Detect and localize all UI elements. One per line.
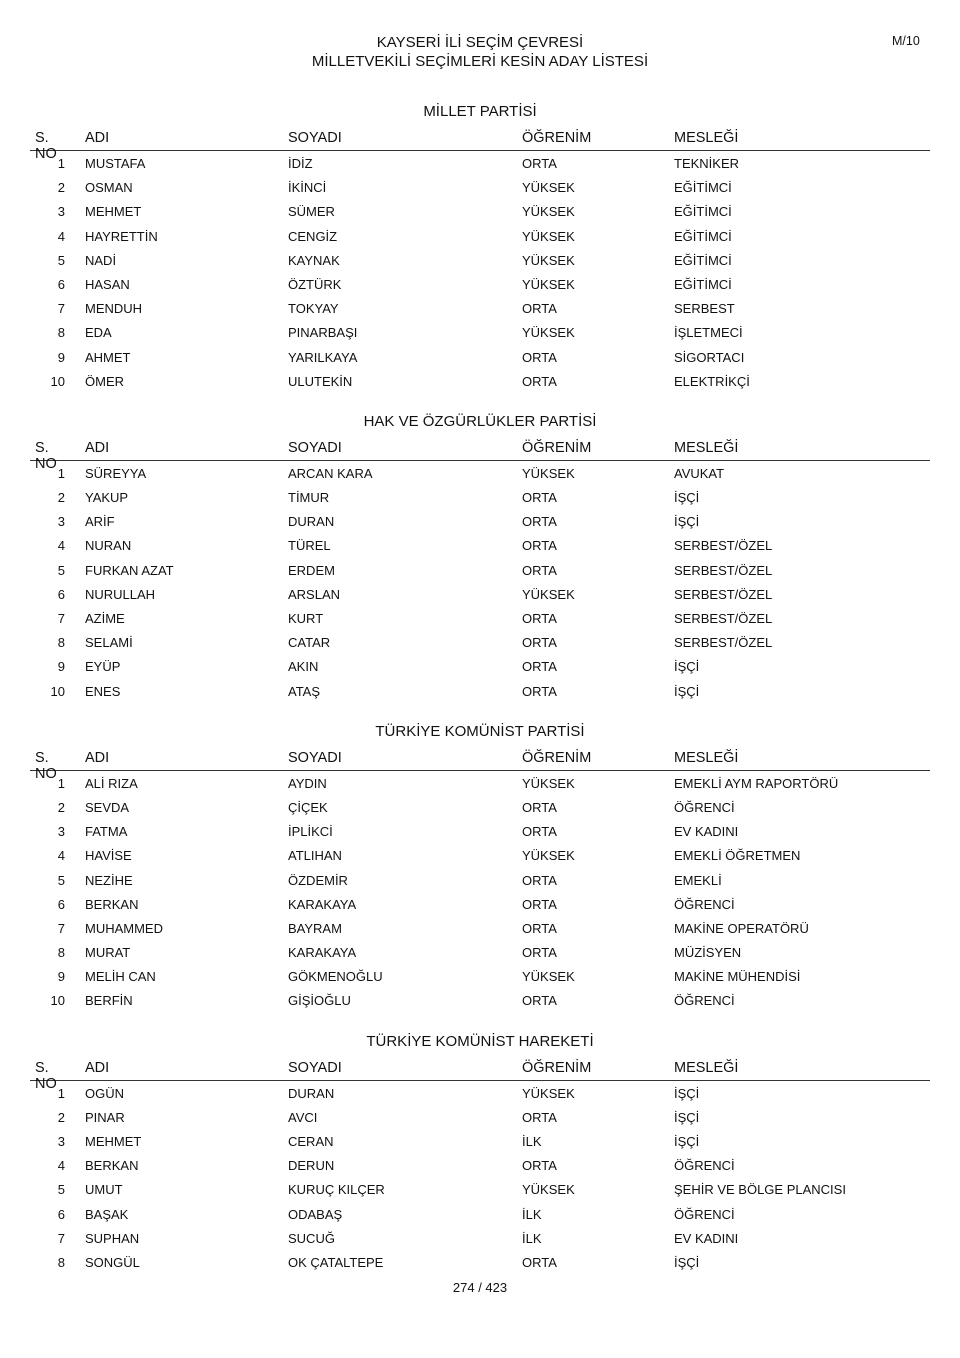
column-header-ogrenim: ÖĞRENİM bbox=[522, 130, 592, 146]
table-row bbox=[30, 1129, 930, 1153]
table-row bbox=[30, 320, 930, 344]
table-row bbox=[30, 1153, 930, 1177]
cell-s-no: 4 bbox=[57, 538, 65, 554]
table-row bbox=[30, 964, 930, 988]
cell-meslegi: EĞİTİMCİ bbox=[674, 180, 732, 196]
cell-soyadi: DURAN bbox=[288, 1085, 335, 1101]
table-row bbox=[30, 369, 930, 393]
page-footer: 274 / 423 bbox=[452, 1280, 508, 1295]
cell-ogrenim: ORTA bbox=[522, 156, 557, 171]
cell-adi: MUHAMMED bbox=[85, 920, 163, 936]
table-row bbox=[30, 868, 930, 892]
section-gap bbox=[30, 703, 930, 715]
table-row bbox=[30, 916, 930, 940]
table-row bbox=[30, 199, 930, 223]
table-row bbox=[30, 582, 930, 606]
table-row bbox=[30, 296, 930, 320]
cell-soyadi: YARILKAYA bbox=[288, 349, 358, 365]
table-header bbox=[30, 438, 930, 472]
cell-s-no: 4 bbox=[57, 848, 65, 864]
cell-meslegi: EV KADINI bbox=[674, 1230, 739, 1246]
cell-adi: OGÜN bbox=[85, 1085, 124, 1101]
table-row bbox=[30, 345, 930, 369]
cell-s-no: 10 bbox=[50, 373, 65, 389]
cell-soyadi: ARSLAN bbox=[288, 586, 341, 602]
cell-ogrenim: YÜKSEK bbox=[522, 1085, 575, 1101]
cell-adi: SONGÜL bbox=[85, 1254, 140, 1270]
cell-meslegi: İŞÇİ bbox=[674, 659, 700, 675]
column-header-soyadi: SOYADI bbox=[288, 439, 342, 456]
cell-adi: NURAN bbox=[85, 538, 132, 554]
cell-adi: HAVİSE bbox=[85, 848, 132, 864]
table-row bbox=[30, 485, 930, 509]
cell-s-no: 7 bbox=[57, 301, 65, 317]
cell-adi: YAKUP bbox=[85, 490, 129, 506]
table-row bbox=[30, 248, 930, 272]
cell-ogrenim: YÜKSEK bbox=[522, 969, 575, 985]
cell-meslegi: EMEKLİ bbox=[674, 872, 722, 888]
cell-ogrenim: YÜKSEK bbox=[522, 204, 575, 220]
table-header bbox=[30, 128, 930, 162]
cell-adi: FATMA bbox=[85, 824, 128, 840]
cell-s-no: 2 bbox=[57, 1109, 65, 1125]
cell-adi: MUSTAFA bbox=[85, 156, 146, 171]
cell-soyadi: AYDIN bbox=[288, 775, 327, 791]
cell-soyadi: CENGİZ bbox=[288, 228, 338, 244]
column-header-soyadi: SOYADI bbox=[288, 749, 342, 766]
cell-ogrenim: ORTA bbox=[522, 1158, 557, 1174]
cell-soyadi: TOKYAY bbox=[288, 301, 339, 317]
cell-ogrenim: ORTA bbox=[522, 799, 557, 815]
cell-s-no: 10 bbox=[50, 993, 65, 1009]
table-row bbox=[30, 795, 930, 819]
cell-ogrenim: ORTA bbox=[522, 659, 557, 675]
cell-meslegi: İŞLETMECİ bbox=[674, 325, 743, 341]
cell-meslegi: ÖĞRENCİ bbox=[674, 799, 735, 815]
cell-s-no: 5 bbox=[57, 562, 65, 578]
cell-s-no: 3 bbox=[57, 204, 65, 220]
party-title: MİLLET PARTİSİ bbox=[423, 103, 537, 120]
cell-ogrenim: ORTA bbox=[522, 683, 557, 699]
cell-meslegi: EMEKLİ AYM RAPORTÖRÜ bbox=[674, 775, 839, 791]
cell-ogrenim: ORTA bbox=[522, 896, 557, 912]
cell-meslegi: MÜZİSYEN bbox=[674, 945, 742, 961]
cell-meslegi: İŞÇİ bbox=[674, 514, 700, 530]
column-header-meslegi: MESLEĞİ bbox=[674, 130, 739, 146]
cell-adi: SELAMİ bbox=[85, 635, 133, 651]
table-row bbox=[30, 461, 930, 485]
cell-s-no: 4 bbox=[57, 228, 65, 244]
cell-adi: UMUT bbox=[85, 1182, 123, 1198]
cell-ogrenim: ORTA bbox=[522, 993, 557, 1009]
cell-s-no: 6 bbox=[57, 1206, 65, 1222]
cell-s-no: 10 bbox=[50, 683, 65, 699]
cell-ogrenim: ORTA bbox=[522, 920, 557, 936]
cell-ogrenim: İLK bbox=[522, 1134, 542, 1149]
cell-soyadi: CERAN bbox=[288, 1134, 334, 1149]
cell-adi: ENES bbox=[85, 683, 121, 699]
cell-meslegi: İŞÇİ bbox=[674, 490, 700, 506]
cell-ogrenim: YÜKSEK bbox=[522, 1182, 575, 1198]
cell-adi: AHMET bbox=[85, 349, 131, 365]
cell-adi: ÖMER bbox=[85, 373, 124, 389]
cell-soyadi: TİMUR bbox=[288, 490, 330, 506]
column-header-soyadi: SOYADI bbox=[288, 1059, 342, 1076]
column-header-soyadi: SOYADI bbox=[288, 130, 342, 146]
cell-ogrenim: ORTA bbox=[522, 538, 557, 554]
cell-s-no: 2 bbox=[57, 180, 65, 196]
cell-meslegi: SERBEST/ÖZEL bbox=[674, 611, 773, 626]
cell-meslegi: ÖĞRENCİ bbox=[674, 1158, 735, 1174]
cell-ogrenim: YÜKSEK bbox=[522, 465, 575, 481]
cell-ogrenim: YÜKSEK bbox=[522, 848, 575, 864]
table-row bbox=[30, 1250, 930, 1274]
cell-meslegi: SERBEST/ÖZEL bbox=[674, 538, 773, 554]
cell-ogrenim: ORTA bbox=[522, 562, 557, 578]
cell-s-no: 9 bbox=[57, 659, 65, 675]
cell-s-no: 8 bbox=[57, 325, 65, 341]
cell-ogrenim: YÜKSEK bbox=[522, 276, 575, 292]
cell-adi: NEZİHE bbox=[85, 872, 133, 888]
table-row bbox=[30, 630, 930, 654]
cell-s-no: 5 bbox=[57, 1182, 65, 1198]
cell-s-no: 7 bbox=[57, 920, 65, 936]
cell-ogrenim: ORTA bbox=[522, 349, 557, 365]
cell-meslegi: MAKİNE OPERATÖRÜ bbox=[674, 920, 809, 936]
document-header bbox=[0, 33, 960, 71]
cell-s-no: 2 bbox=[57, 490, 65, 506]
cell-soyadi: CATAR bbox=[288, 635, 331, 651]
cell-soyadi: AVCI bbox=[288, 1109, 318, 1125]
cell-adi: NADİ bbox=[85, 252, 117, 268]
cell-adi: FURKAN AZAT bbox=[85, 562, 174, 578]
cell-adi: NURULLAH bbox=[85, 586, 156, 602]
cell-meslegi: ÖĞRENCİ bbox=[674, 896, 735, 912]
page-number: 274 bbox=[452, 1280, 475, 1295]
column-header-s-no: S. NO bbox=[35, 1059, 57, 1092]
cell-soyadi: SÜMER bbox=[288, 204, 335, 220]
cell-meslegi: EĞİTİMCİ bbox=[674, 228, 732, 244]
cell-meslegi: SERBEST/ÖZEL bbox=[674, 562, 773, 578]
cell-s-no: 8 bbox=[57, 945, 65, 961]
cell-soyadi: ULUTEKİN bbox=[288, 373, 353, 389]
column-header-ogrenim: ÖĞRENİM bbox=[522, 749, 592, 766]
column-header-meslegi: MESLEĞİ bbox=[674, 439, 739, 456]
cell-ogrenim: YÜKSEK bbox=[522, 775, 575, 791]
party-section bbox=[30, 1025, 930, 1275]
cell-s-no: 6 bbox=[57, 896, 65, 912]
cell-soyadi: KAYNAK bbox=[288, 252, 340, 268]
cell-adi: HAYRETTİN bbox=[85, 228, 158, 244]
cell-meslegi: AVUKAT bbox=[674, 465, 725, 481]
cell-meslegi: İŞÇİ bbox=[674, 683, 700, 699]
table-row bbox=[30, 1177, 930, 1201]
cell-meslegi: ÖĞRENCİ bbox=[674, 993, 735, 1009]
cell-adi: SUPHAN bbox=[85, 1230, 140, 1246]
cell-s-no: 8 bbox=[57, 1254, 65, 1270]
cell-ogrenim: ORTA bbox=[522, 872, 557, 888]
table-row bbox=[30, 654, 930, 678]
cell-s-no: 1 bbox=[57, 1085, 65, 1101]
cell-adi: BERFİN bbox=[85, 993, 133, 1009]
column-header-meslegi: MESLEĞİ bbox=[674, 749, 739, 766]
cell-soyadi: KURT bbox=[288, 611, 324, 626]
cell-soyadi: ERDEM bbox=[288, 562, 335, 578]
cell-meslegi: ŞEHİR VE BÖLGE PLANCISI bbox=[674, 1182, 846, 1198]
table-row bbox=[30, 558, 930, 582]
cell-soyadi: OK ÇATALTEPE bbox=[288, 1254, 384, 1270]
cell-soyadi: GİŞİOĞLU bbox=[288, 993, 351, 1009]
cell-s-no: 9 bbox=[57, 349, 65, 365]
column-header-s-no: S. NO bbox=[35, 439, 57, 472]
table-row bbox=[30, 1226, 930, 1250]
column-header-adi: ADI bbox=[85, 130, 110, 146]
cell-adi: MEHMET bbox=[85, 1134, 142, 1149]
table-header bbox=[30, 748, 930, 782]
cell-ogrenim: ORTA bbox=[522, 611, 557, 626]
header-line-1: KAYSERİ İLİ SEÇİM ÇEVRESİ bbox=[376, 34, 584, 51]
cell-adi: ARİF bbox=[85, 514, 115, 530]
cell-ogrenim: ORTA bbox=[522, 1254, 557, 1270]
cell-meslegi: EMEKLİ ÖĞRETMEN bbox=[674, 848, 801, 864]
cell-s-no: 3 bbox=[57, 1134, 65, 1149]
cell-meslegi: EĞİTİMCİ bbox=[674, 252, 732, 268]
table-row bbox=[30, 151, 930, 175]
cell-adi: HASAN bbox=[85, 276, 130, 292]
cell-soyadi: BAYRAM bbox=[288, 920, 342, 936]
cell-soyadi: İDİZ bbox=[288, 156, 313, 171]
cell-s-no: 5 bbox=[57, 252, 65, 268]
cell-soyadi: SUCUĞ bbox=[288, 1230, 335, 1246]
cell-meslegi: SERBEST/ÖZEL bbox=[674, 586, 773, 602]
party-section bbox=[30, 715, 930, 1025]
cell-meslegi: İŞÇİ bbox=[674, 1254, 700, 1270]
section-gap bbox=[30, 393, 930, 405]
column-header-adi: ADI bbox=[85, 749, 110, 766]
party-title: HAK VE ÖZGÜRLÜKLER PARTİSİ bbox=[363, 412, 597, 430]
column-header-s-no: S. NO bbox=[35, 130, 57, 162]
column-header-ogrenim: ÖĞRENİM bbox=[522, 1059, 592, 1076]
cell-adi: MEHMET bbox=[85, 204, 142, 220]
cell-ogrenim: ORTA bbox=[522, 490, 557, 506]
party-title: TÜRKİYE KOMÜNİST HAREKETİ bbox=[366, 1032, 594, 1050]
cell-ogrenim: ORTA bbox=[522, 301, 557, 317]
cell-adi: MENDUH bbox=[85, 301, 143, 317]
cell-adi: EDA bbox=[85, 325, 112, 341]
cell-adi: MURAT bbox=[85, 945, 131, 961]
cell-soyadi: ÖZDEMİR bbox=[288, 872, 348, 888]
cell-ogrenim: İLK bbox=[522, 1230, 542, 1246]
cell-soyadi: KARAKAYA bbox=[288, 945, 357, 961]
cell-s-no: 7 bbox=[57, 611, 65, 626]
cell-meslegi: İŞÇİ bbox=[674, 1085, 700, 1101]
column-header-adi: ADI bbox=[85, 1059, 110, 1076]
table-row bbox=[30, 533, 930, 557]
cell-soyadi: PINARBAŞI bbox=[288, 325, 358, 341]
cell-soyadi: ATLIHAN bbox=[288, 848, 342, 864]
party-section bbox=[30, 405, 930, 715]
table-row bbox=[30, 224, 930, 248]
cell-s-no: 8 bbox=[57, 635, 65, 651]
table-row bbox=[30, 1105, 930, 1129]
cell-soyadi: TÜREL bbox=[288, 538, 331, 554]
column-header-adi: ADI bbox=[85, 439, 110, 456]
cell-ogrenim: ORTA bbox=[522, 635, 557, 651]
table-row bbox=[30, 1081, 930, 1105]
cell-s-no: 1 bbox=[57, 156, 65, 171]
cell-adi: BERKAN bbox=[85, 1158, 139, 1174]
header-line-2: MİLLETVEKİLİ SEÇİMLERİ KESİN ADAY LİSTESİ bbox=[311, 53, 649, 70]
cell-soyadi: ODABAŞ bbox=[288, 1206, 343, 1222]
table-row bbox=[30, 988, 930, 1012]
column-header-meslegi: MESLEĞİ bbox=[674, 1059, 739, 1076]
cell-ogrenim: YÜKSEK bbox=[522, 228, 575, 244]
cell-adi: ALİ RIZA bbox=[85, 775, 138, 791]
cell-meslegi: MAKİNE MÜHENDİSİ bbox=[674, 969, 801, 985]
cell-s-no: 1 bbox=[57, 465, 65, 481]
table-row bbox=[30, 272, 930, 296]
table-row bbox=[30, 509, 930, 533]
table-row bbox=[30, 892, 930, 916]
cell-meslegi: SERBEST/ÖZEL bbox=[674, 635, 773, 651]
cell-s-no: 6 bbox=[57, 586, 65, 602]
cell-soyadi: AKIN bbox=[288, 659, 319, 675]
cell-soyadi: KARAKAYA bbox=[288, 896, 357, 912]
cell-s-no: 9 bbox=[57, 969, 65, 985]
cell-adi: MELİH CAN bbox=[85, 969, 156, 985]
table-row bbox=[30, 175, 930, 199]
cell-s-no: 4 bbox=[57, 1158, 65, 1174]
table-row bbox=[30, 771, 930, 795]
table-row bbox=[30, 819, 930, 843]
cell-meslegi: ELEKTRİKÇİ bbox=[674, 373, 750, 389]
cell-ogrenim: YÜKSEK bbox=[522, 325, 575, 341]
cell-adi: PINAR bbox=[85, 1109, 125, 1125]
cell-meslegi: SİGORTACI bbox=[674, 349, 745, 365]
table-header bbox=[30, 1058, 930, 1092]
cell-s-no: 6 bbox=[57, 276, 65, 292]
candidate-lists bbox=[30, 95, 930, 1274]
cell-s-no: 1 bbox=[57, 775, 65, 791]
cell-meslegi: SERBEST bbox=[674, 301, 735, 317]
table-row bbox=[30, 606, 930, 630]
cell-ogrenim: ORTA bbox=[522, 1109, 557, 1125]
table-row bbox=[30, 843, 930, 867]
cell-soyadi: İKİNCİ bbox=[288, 180, 327, 196]
cell-soyadi: İPLİKCİ bbox=[288, 824, 333, 840]
cell-ogrenim: İLK bbox=[522, 1206, 542, 1222]
cell-s-no: 3 bbox=[57, 824, 65, 840]
cell-adi: EYÜP bbox=[85, 659, 121, 675]
cell-adi: SEVDA bbox=[85, 799, 130, 815]
cell-soyadi: DURAN bbox=[288, 514, 335, 530]
cell-adi: BERKAN bbox=[85, 896, 139, 912]
table-row bbox=[30, 1202, 930, 1226]
cell-meslegi: EV KADINI bbox=[674, 824, 739, 840]
cell-s-no: 3 bbox=[57, 514, 65, 530]
cell-meslegi: EĞİTİMCİ bbox=[674, 204, 732, 220]
table-row bbox=[30, 940, 930, 964]
column-header-s-no: S. NO bbox=[35, 749, 57, 782]
cell-adi: OSMAN bbox=[85, 180, 133, 196]
column-header-ogrenim: ÖĞRENİM bbox=[522, 439, 592, 456]
cell-s-no: 2 bbox=[57, 799, 65, 815]
party-section bbox=[30, 95, 930, 405]
cell-soyadi: ÖZTÜRK bbox=[288, 276, 342, 292]
cell-ogrenim: ORTA bbox=[522, 514, 557, 530]
cell-ogrenim: ORTA bbox=[522, 824, 557, 840]
cell-soyadi: ATAŞ bbox=[288, 683, 321, 699]
page-code: M/10 bbox=[892, 34, 920, 48]
party-title: TÜRKİYE KOMÜNİST PARTİSİ bbox=[375, 722, 585, 740]
cell-adi: AZİME bbox=[85, 611, 125, 626]
cell-soyadi: KURUÇ KILÇER bbox=[288, 1182, 385, 1198]
cell-s-no: 5 bbox=[57, 872, 65, 888]
cell-soyadi: DERUN bbox=[288, 1158, 335, 1174]
page-total: 423 bbox=[485, 1280, 508, 1295]
cell-soyadi: ÇİÇEK bbox=[288, 799, 328, 815]
cell-ogrenim: YÜKSEK bbox=[522, 180, 575, 196]
cell-adi: SÜREYYA bbox=[85, 465, 147, 481]
cell-ogrenim: ORTA bbox=[522, 945, 557, 961]
cell-meslegi: EĞİTİMCİ bbox=[674, 276, 732, 292]
cell-adi: BAŞAK bbox=[85, 1206, 129, 1222]
cell-ogrenim: ORTA bbox=[522, 373, 557, 389]
cell-soyadi: GÖKMENOĞLU bbox=[288, 969, 383, 985]
table-row bbox=[30, 679, 930, 703]
cell-meslegi: İŞÇİ bbox=[674, 1109, 700, 1125]
cell-ogrenim: YÜKSEK bbox=[522, 586, 575, 602]
cell-soyadi: ARCAN KARA bbox=[288, 465, 373, 481]
section-gap bbox=[30, 1013, 930, 1025]
cell-meslegi: İŞÇİ bbox=[674, 1134, 700, 1149]
cell-meslegi: ÖĞRENCİ bbox=[674, 1206, 735, 1222]
cell-s-no: 7 bbox=[57, 1230, 65, 1246]
cell-meslegi: TEKNİKER bbox=[674, 156, 740, 171]
cell-ogrenim: YÜKSEK bbox=[522, 252, 575, 268]
